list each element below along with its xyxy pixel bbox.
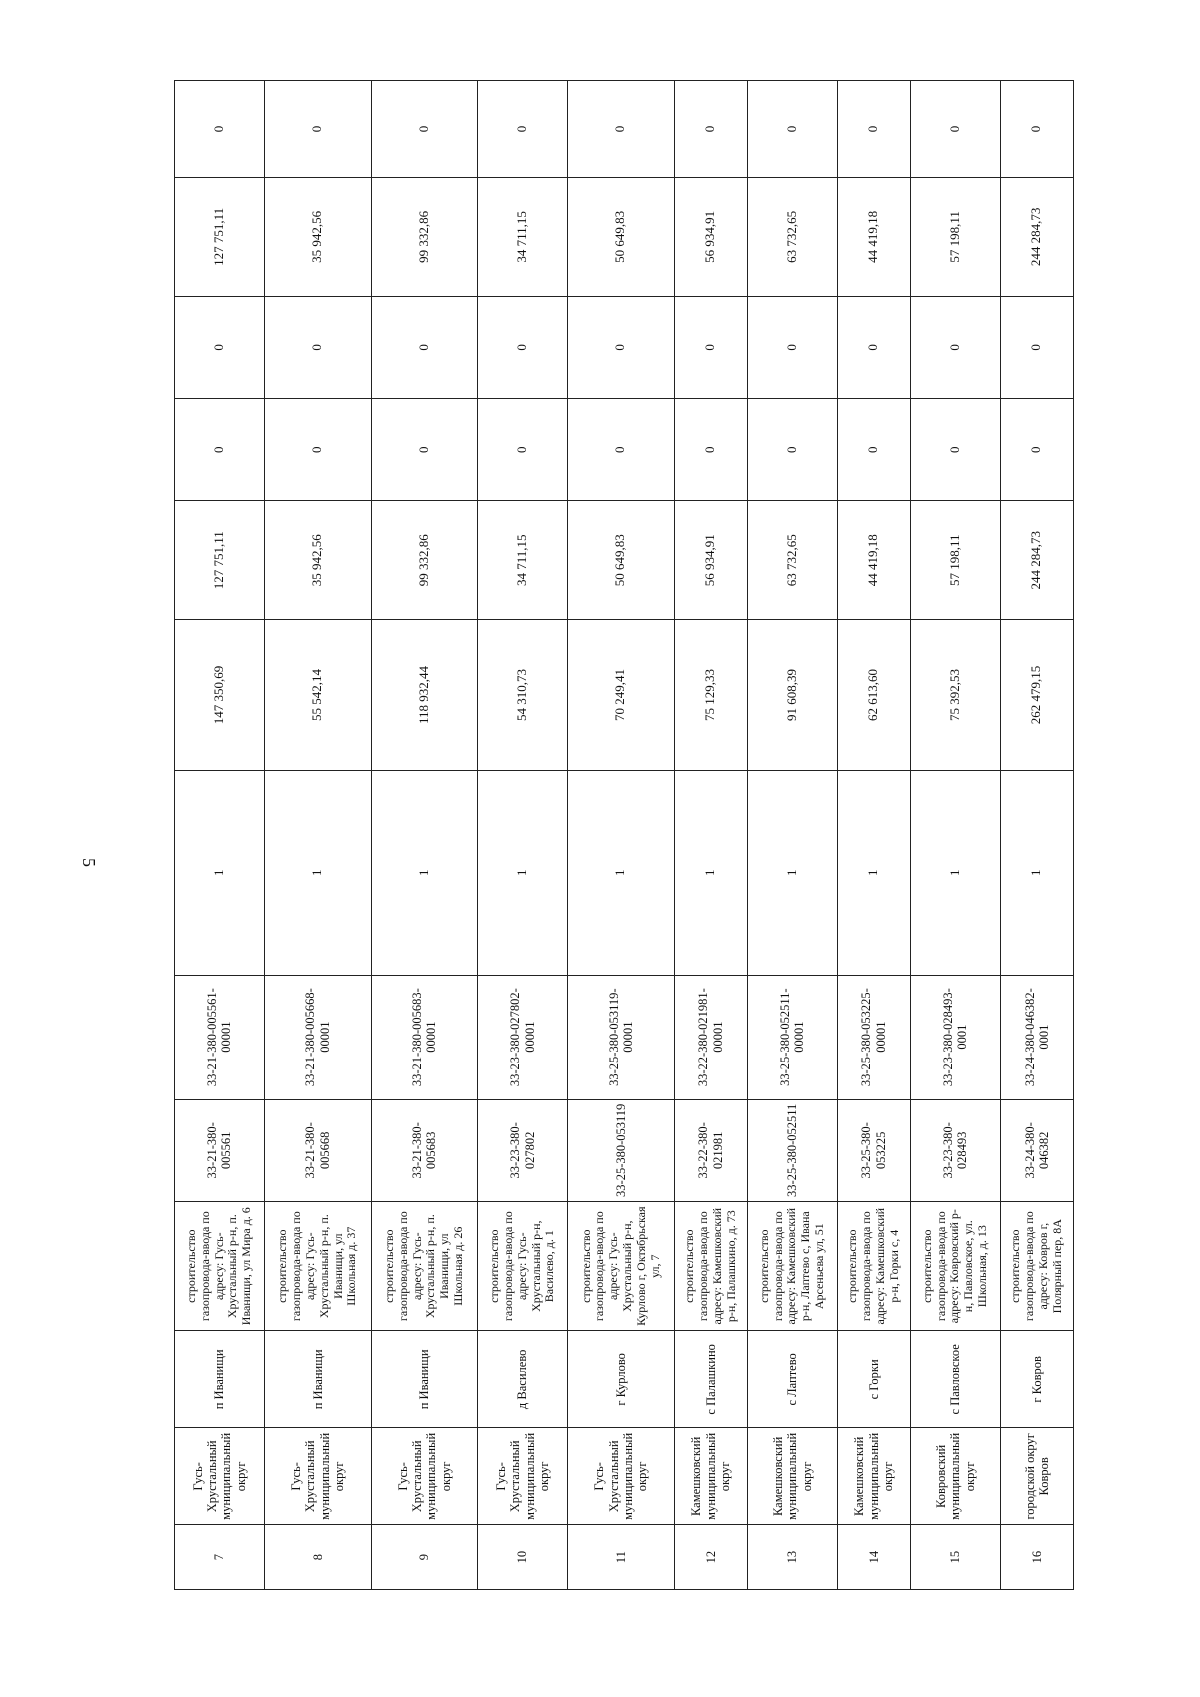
zero-c-cell: 0 [747, 81, 837, 178]
settlement-cell: п Иванищи [175, 1331, 265, 1428]
sum-b-cell: 244 284,73 [1000, 178, 1073, 297]
zero-b-cell: 0 [910, 296, 1000, 398]
sum-a-cell: 34 711,15 [478, 501, 568, 620]
row-number: 10 [478, 1525, 568, 1590]
municipality-cell: Ковровский муниципальный округ [910, 1428, 1000, 1525]
zero-b-cell: 0 [674, 296, 747, 398]
zero-c-cell: 0 [1000, 81, 1073, 178]
quantity-cell: 1 [910, 770, 1000, 975]
quantity-cell: 1 [568, 770, 675, 975]
object-code-cell: 33-25-380-053119-00001 [568, 975, 675, 1099]
zero-a-cell: 0 [674, 399, 747, 501]
zero-a-cell: 0 [371, 399, 478, 501]
total-cell: 54 310,73 [478, 620, 568, 771]
object-cell: строительство газопровода-ввода по адресу: Камешковский р-н, Горки с, 4 [837, 1202, 910, 1331]
object-cell: строительство газопровода-ввода по адресу: Гусь-Хрустальный р-н, п. Иванищи, ул Школьная д. 26 [371, 1202, 478, 1331]
municipality-cell: Гусь-Хрустальный муниципальный округ [568, 1428, 675, 1525]
settlement-cell: с Горки [837, 1331, 910, 1428]
settlement-cell: с Лаптево [747, 1331, 837, 1428]
sum-a-cell: 50 649,83 [568, 501, 675, 620]
object-code-cell: 33-21-380-005561-00001 [175, 975, 265, 1099]
settlement-cell: с Палашкино [674, 1331, 747, 1428]
quantity-cell: 1 [371, 770, 478, 975]
table-row [371, 81, 478, 1590]
zero-b-cell: 0 [264, 296, 371, 398]
row-number: 8 [264, 1525, 371, 1590]
object-cell: строительство газопровода-ввода по адресу: Гусь-Хрустальный р-н, п. Иванищи, ул Мира д. 6 [175, 1202, 265, 1331]
zero-c-cell: 0 [371, 81, 478, 178]
total-cell: 75 392,53 [910, 620, 1000, 771]
quantity-cell: 1 [747, 770, 837, 975]
zero-c-cell: 0 [674, 81, 747, 178]
quantity-cell: 1 [837, 770, 910, 975]
total-cell: 55 542,14 [264, 620, 371, 771]
zero-c-cell: 0 [837, 81, 910, 178]
quantity-cell: 1 [674, 770, 747, 975]
zero-b-cell: 0 [747, 296, 837, 398]
zero-a-cell: 0 [264, 399, 371, 501]
object-code-cell: 33-23-380-027802-00001 [478, 975, 568, 1099]
municipality-cell: Гусь-Хрустальный муниципальный округ [175, 1428, 265, 1525]
settlement-cell: д Василево [478, 1331, 568, 1428]
code-cell: 33-21-380-005668 [264, 1099, 371, 1201]
total-cell: 70 249,41 [568, 620, 675, 771]
table-row [837, 81, 910, 1590]
object-cell: строительство газопровода-ввода по адресу: Ковровский р-н, Павловское, ул. Школьная, д. 13 [910, 1202, 1000, 1331]
code-cell: 33-23-380-027802 [478, 1099, 568, 1201]
settlement-cell: с Павловское [910, 1331, 1000, 1428]
row-number: 9 [371, 1525, 478, 1590]
sum-b-cell: 35 942,56 [264, 178, 371, 297]
sum-b-cell: 99 332,86 [371, 178, 478, 297]
sum-a-cell: 63 732,65 [747, 501, 837, 620]
object-code-cell: 33-21-380-005668-00001 [264, 975, 371, 1099]
code-cell: 33-23-380-028493 [910, 1099, 1000, 1201]
zero-a-cell: 0 [747, 399, 837, 501]
sum-a-cell: 244 284,73 [1000, 501, 1073, 620]
zero-b-cell: 0 [837, 296, 910, 398]
data-table [174, 80, 1074, 1590]
table-row [568, 81, 675, 1590]
table-row [674, 81, 747, 1590]
code-cell: 33-24-380-046382 [1000, 1099, 1073, 1201]
row-number: 11 [568, 1525, 675, 1590]
zero-c-cell: 0 [264, 81, 371, 178]
zero-a-cell: 0 [837, 399, 910, 501]
row-number: 16 [1000, 1525, 1073, 1590]
object-cell: строительство газопровода-ввода по адресу: Гусь-Хрустальный р-н, Курлово г, Октябрьская ул, 7 [568, 1202, 675, 1331]
code-cell: 33-21-380-005683 [371, 1099, 478, 1201]
zero-a-cell: 0 [568, 399, 675, 501]
quantity-cell: 1 [175, 770, 265, 975]
municipality-cell: городской округ Ковров [1000, 1428, 1073, 1525]
object-cell: строительство газопровода-ввода по адресу: Камешковский р-н, Палашкино, д. 73 [674, 1202, 747, 1331]
row-number: 14 [837, 1525, 910, 1590]
table-body [175, 81, 1074, 1590]
code-cell: 33-25-380-053119 [568, 1099, 675, 1201]
zero-a-cell: 0 [478, 399, 568, 501]
object-cell: строительство газопровода-ввода по адресу: Гусь-Хрустальный р-н, п. Иванищи, ул Школьная д. 37 [264, 1202, 371, 1331]
total-cell: 147 350,69 [175, 620, 265, 771]
zero-a-cell: 0 [175, 399, 265, 501]
object-code-cell: 33-24-380-046382-0001 [1000, 975, 1073, 1099]
quantity-cell: 1 [264, 770, 371, 975]
object-code-cell: 33-25-380-052511-00001 [747, 975, 837, 1099]
sum-b-cell: 127 751,11 [175, 178, 265, 297]
code-cell: 33-22-380-021981 [674, 1099, 747, 1201]
table-row [1000, 81, 1073, 1590]
object-cell: строительство газопровода-ввода по адресу: Ковров г, Полярный пер, 8А [1000, 1202, 1073, 1331]
sum-a-cell: 44 419,18 [837, 501, 910, 620]
table-row [747, 81, 837, 1590]
quantity-cell: 1 [1000, 770, 1073, 975]
object-code-cell: 33-25-380-053225-00001 [837, 975, 910, 1099]
quantity-cell: 1 [478, 770, 568, 975]
table-row [910, 81, 1000, 1590]
zero-b-cell: 0 [371, 296, 478, 398]
row-number: 12 [674, 1525, 747, 1590]
sum-a-cell: 99 332,86 [371, 501, 478, 620]
object-cell: строительство газопровода-ввода по адресу: Камешковский р-н, Лаптево с, Ивана Арсеньева ул, 51 [747, 1202, 837, 1331]
object-code-cell: 33-23-380-028493-0001 [910, 975, 1000, 1099]
total-cell: 75 129,33 [674, 620, 747, 771]
row-number: 13 [747, 1525, 837, 1590]
settlement-cell: г Ковров [1000, 1331, 1073, 1428]
sum-b-cell: 44 419,18 [837, 178, 910, 297]
municipality-cell: Камешковский муниципальный округ [837, 1428, 910, 1525]
total-cell: 91 608,39 [747, 620, 837, 771]
total-cell: 118 932,44 [371, 620, 478, 771]
sum-a-cell: 127 751,11 [175, 501, 265, 620]
zero-c-cell: 0 [478, 81, 568, 178]
total-cell: 262 479,15 [1000, 620, 1073, 771]
zero-c-cell: 0 [175, 81, 265, 178]
table-row [478, 81, 568, 1590]
object-cell: строительство газопровода-ввода по адресу: Гусь-Хрустальный р-н, Василево, д. 1 [478, 1202, 568, 1331]
sum-a-cell: 35 942,56 [264, 501, 371, 620]
code-cell: 33-25-380-053225 [837, 1099, 910, 1201]
sum-b-cell: 56 934,91 [674, 178, 747, 297]
sum-a-cell: 56 934,91 [674, 501, 747, 620]
total-cell: 62 613,60 [837, 620, 910, 771]
zero-b-cell: 0 [1000, 296, 1073, 398]
zero-b-cell: 0 [175, 296, 265, 398]
page-number: 5 [79, 858, 99, 867]
zero-b-cell: 0 [568, 296, 675, 398]
rotated-table-container [174, 80, 1074, 1590]
zero-b-cell: 0 [478, 296, 568, 398]
row-number: 15 [910, 1525, 1000, 1590]
sum-b-cell: 50 649,83 [568, 178, 675, 297]
municipality-cell: Гусь-Хрустальный муниципальный округ [264, 1428, 371, 1525]
object-code-cell: 33-22-380-021981-00001 [674, 975, 747, 1099]
code-cell: 33-25-380-052511 [747, 1099, 837, 1201]
zero-a-cell: 0 [1000, 399, 1073, 501]
code-cell: 33-21-380-005561 [175, 1099, 265, 1201]
municipality-cell: Камешковский муниципальный округ [674, 1428, 747, 1525]
zero-c-cell: 0 [910, 81, 1000, 178]
sum-a-cell: 57 198,11 [910, 501, 1000, 620]
municipality-cell: Камешковский муниципальный округ [747, 1428, 837, 1525]
sum-b-cell: 63 732,65 [747, 178, 837, 297]
settlement-cell: г Курлово [568, 1331, 675, 1428]
zero-a-cell: 0 [910, 399, 1000, 501]
municipality-cell: Гусь-Хрустальный муниципальный округ [478, 1428, 568, 1525]
row-number: 7 [175, 1525, 265, 1590]
settlement-cell: п Иванищи [264, 1331, 371, 1428]
zero-c-cell: 0 [568, 81, 675, 178]
sum-b-cell: 34 711,15 [478, 178, 568, 297]
table-row [264, 81, 371, 1590]
settlement-cell: п Иванищи [371, 1331, 478, 1428]
municipality-cell: Гусь-Хрустальный муниципальный округ [371, 1428, 478, 1525]
sum-b-cell: 57 198,11 [910, 178, 1000, 297]
table-row [175, 81, 265, 1590]
object-code-cell: 33-21-380-005683-00001 [371, 975, 478, 1099]
